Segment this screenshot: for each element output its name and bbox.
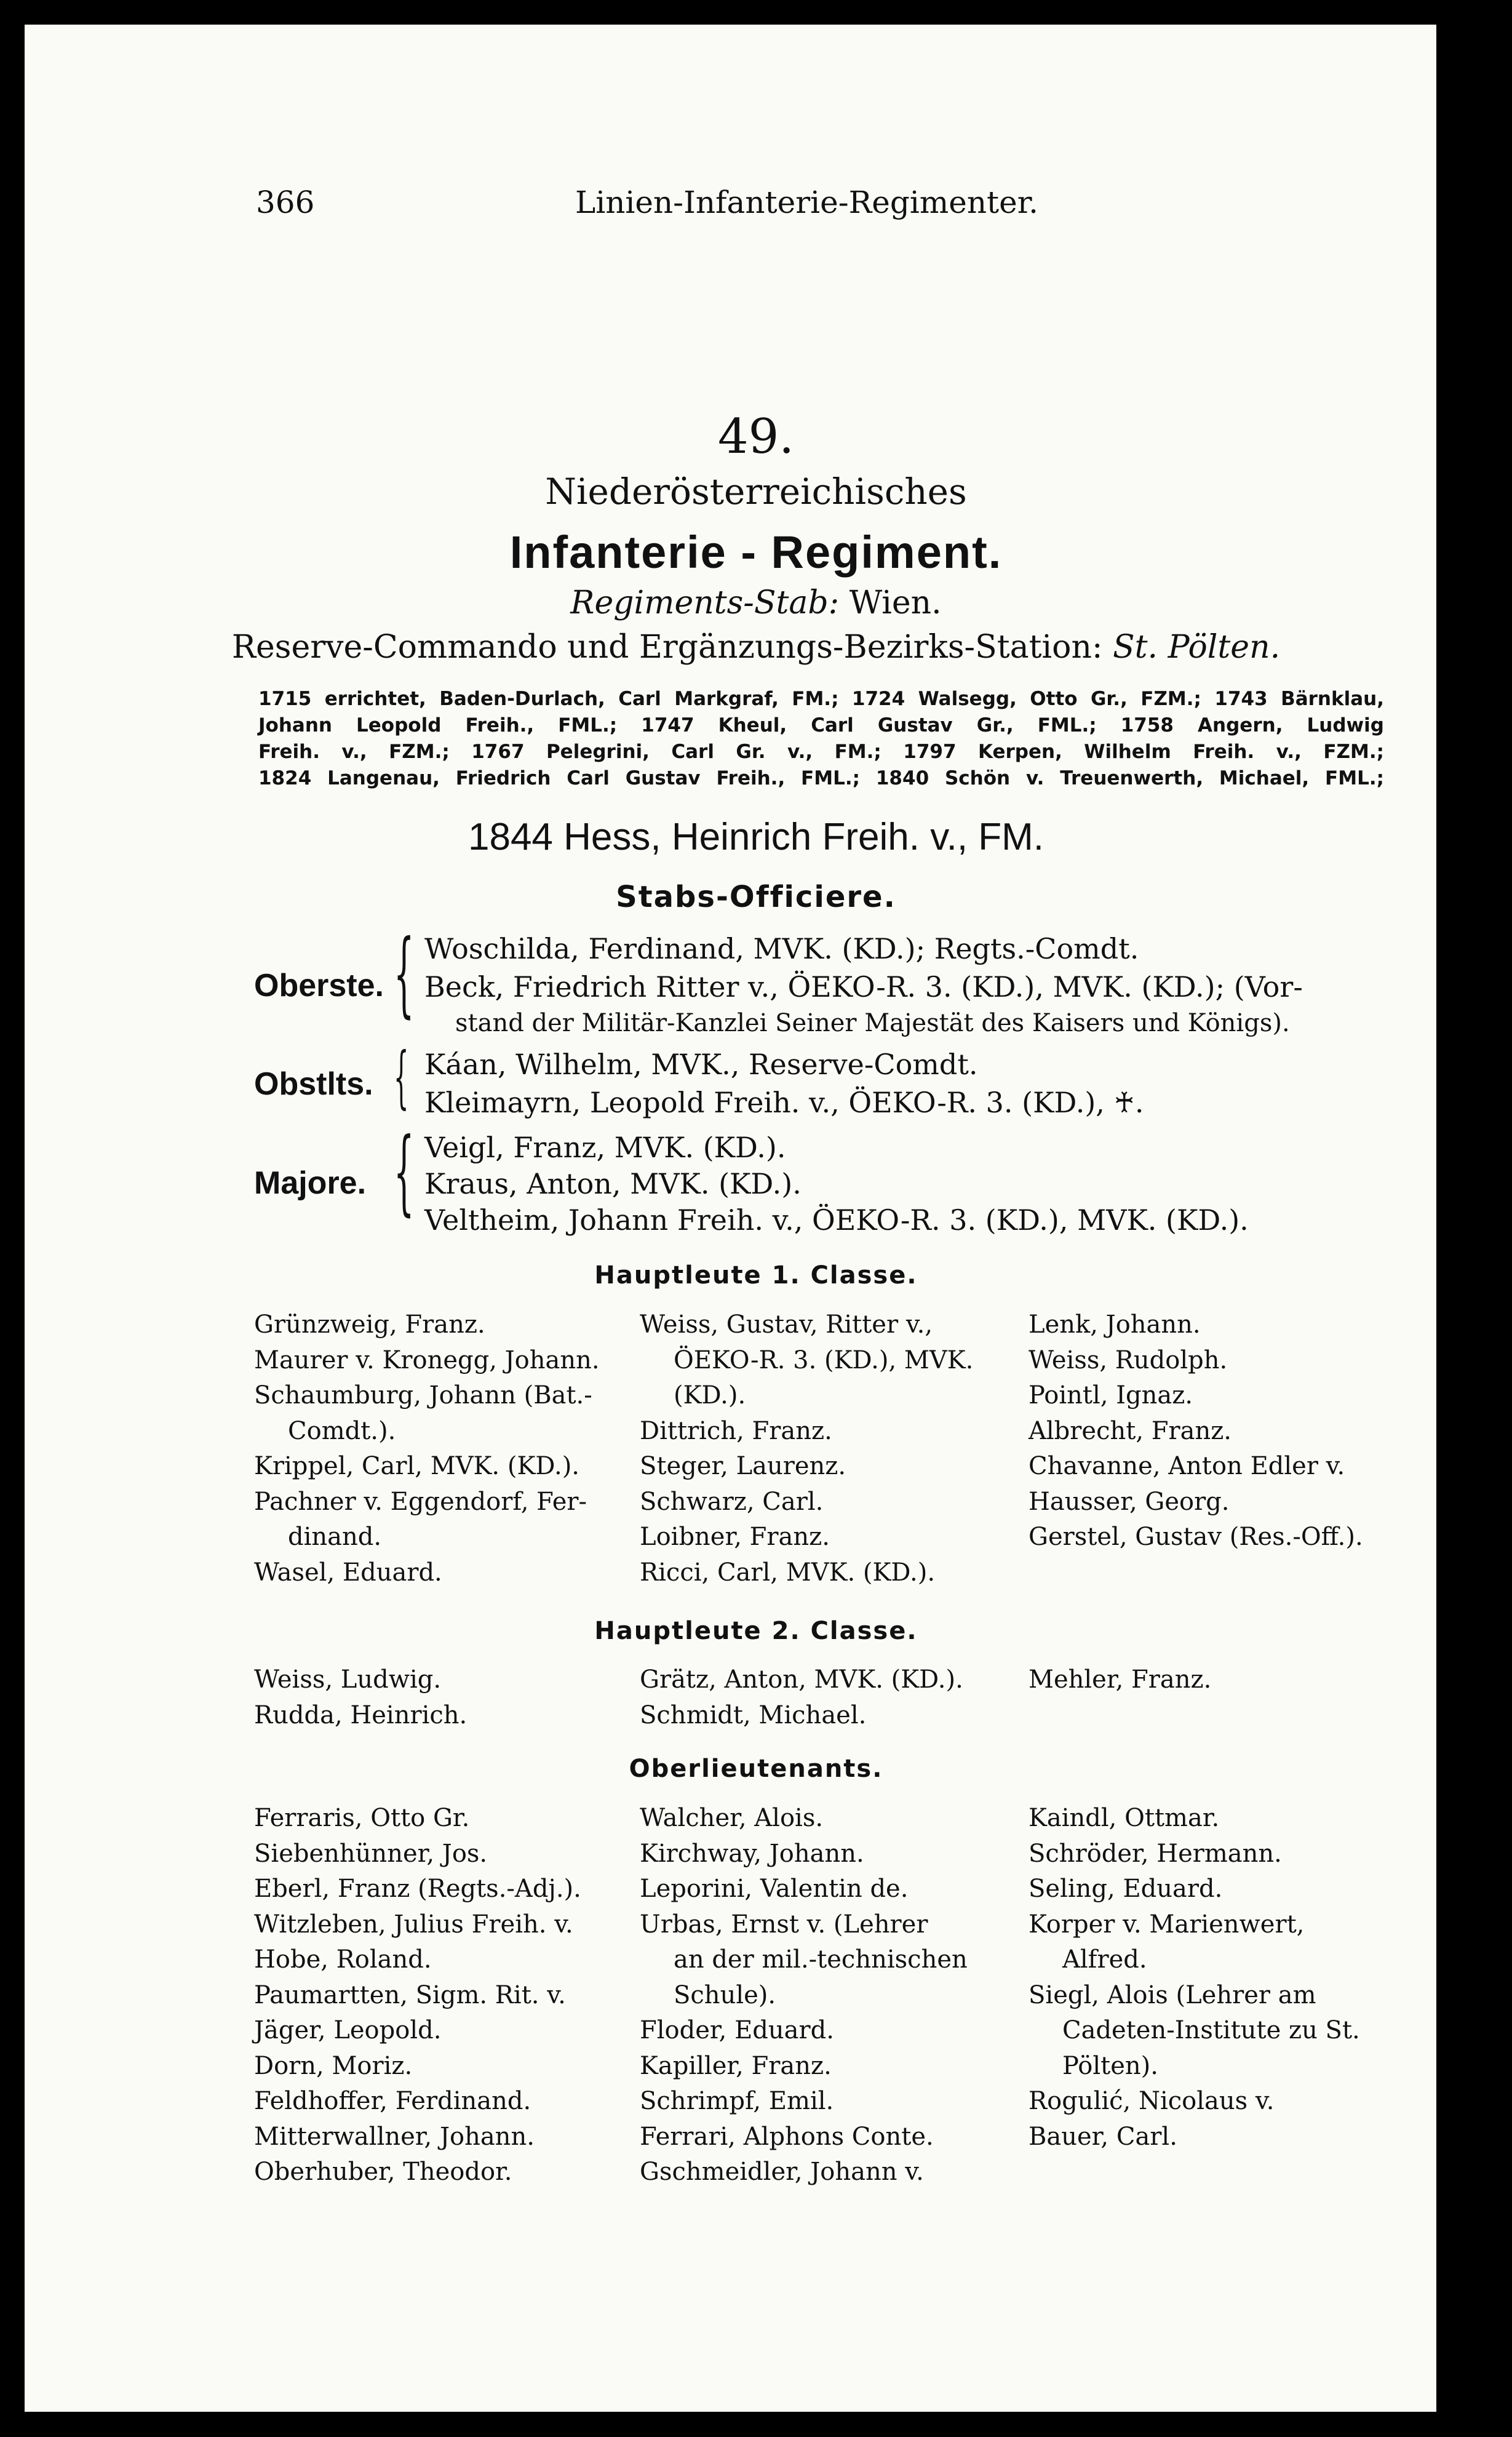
list-item: Steger, Laurenz. xyxy=(640,1452,846,1480)
regiment-title: Infanterie - Regiment. xyxy=(509,527,1003,578)
list-item: Oberhuber, Theodor. xyxy=(254,2158,512,2186)
regiment-name: Niederösterreichisches xyxy=(545,471,967,513)
list-item: Grünzweig, Franz. xyxy=(254,1310,485,1339)
list-item: Siegl, Alois (Lehrer am xyxy=(1029,1980,1316,2009)
officer-entry: Veltheim, Johann Freih. v., ÖEKO-R. 3. (KD.), MVK. (KD.). xyxy=(424,1203,1249,1237)
officer-entry: Woschilda, Ferdinand, MVK. (KD.); Regts.-Comdt. xyxy=(424,932,1139,965)
list-item: Kapiller, Franz. xyxy=(640,2051,832,2080)
list-item: Gerstel, Gustav (Res.-Off.). xyxy=(1029,1523,1363,1551)
list-item: Paumartten, Sigm. Rit. v. xyxy=(254,1980,566,2009)
list-item: Seling, Eduard. xyxy=(1029,1875,1223,1903)
brace: { xyxy=(394,920,415,1027)
history-line: 1824 Langenau, Friedrich Carl Gustav Freih., FML.; 1840 Schön v. Treuenwerth, Michael, FML.; xyxy=(258,767,1384,789)
list-item: Kirchway, Johann. xyxy=(640,1839,864,1868)
list-item: Schmidt, Michael. xyxy=(640,1701,867,1729)
list-item: Mitterwallner, Johann. xyxy=(254,2122,535,2151)
reserve-value: St. Pölten. xyxy=(1113,629,1281,666)
list-item: Maurer v. Kronegg, Johann. xyxy=(254,1346,600,1374)
list-item: Leporini, Valentin de. xyxy=(640,1875,909,1903)
list-item: Albrecht, Franz. xyxy=(1029,1416,1232,1445)
list-item: dinand. xyxy=(288,1523,382,1551)
list-item: Hobe, Roland. xyxy=(254,1945,432,1974)
list-item: Witzleben, Julius Freih. v. xyxy=(254,1910,573,1939)
section-heading-hauptleute-1: Hauptleute 1. Classe. xyxy=(594,1261,918,1290)
officer-entry: Veigl, Franz, MVK. (KD.). xyxy=(424,1131,786,1164)
list-item: Pachner v. Eggendorf, Fer- xyxy=(254,1487,587,1516)
officer-entry: Beck, Friedrich Ritter v., ÖEKO-R. 3. (KD.), MVK. (KD.); (Vor- xyxy=(424,970,1303,1003)
list-item: Schule). xyxy=(674,1980,776,2009)
list-item: Mehler, Franz. xyxy=(1029,1665,1212,1694)
list-item: Bauer, Carl. xyxy=(1029,2122,1177,2151)
list-item: Gschmeidler, Johann v. xyxy=(640,2158,924,2186)
list-item: Schwarz, Carl. xyxy=(640,1487,824,1516)
regiments-stab-line xyxy=(0,584,1512,621)
list-item: Feldhoffer, Ferdinand. xyxy=(254,2087,531,2115)
list-item: Lenk, Johann. xyxy=(1029,1310,1201,1339)
list-item: Siebenhünner, Jos. xyxy=(254,1839,488,1868)
list-item: Jäger, Leopold. xyxy=(254,2016,442,2044)
list-item: Walcher, Alois. xyxy=(640,1804,824,1832)
list-item: Pointl, Ignaz. xyxy=(1029,1381,1193,1410)
list-item: Rogulić, Nicolaus v. xyxy=(1029,2087,1275,2115)
history-line: Johann Leopold Freih., FML.; 1747 Kheul, Carl Gustav Gr., FML.; 1758 Angern, Ludwig xyxy=(258,714,1384,736)
reserve-label: Reserve-Commando und Ergänzungs-Bezirks-Station: xyxy=(231,629,1103,666)
list-item: Wasel, Eduard. xyxy=(254,1558,442,1587)
officer-entry: stand der Militär-Kanzlei Seiner Majestät des Kaisers und Königs). xyxy=(455,1009,1290,1037)
list-item: Urbas, Ernst v. (Lehrer xyxy=(640,1910,928,1939)
list-item: Rudda, Heinrich. xyxy=(254,1701,468,1729)
list-item: Cadeten-Institute zu St. xyxy=(1062,2016,1360,2044)
list-item: Eberl, Franz (Regts.-Adj.). xyxy=(254,1875,581,1903)
brace: { xyxy=(394,1037,409,1116)
history-line: Freih. v., FZM.; 1767 Pelegrini, Carl Gr. v., FM.; 1797 Kerpen, Wilhelm Freih. v., FZM.; xyxy=(258,741,1384,763)
list-item: Grätz, Anton, MVK. (KD.). xyxy=(640,1665,963,1694)
section-heading-oberlieutenants: Oberlieutenants. xyxy=(629,1755,883,1783)
section-heading-stabs-officiere: Stabs-Officiere. xyxy=(616,880,896,914)
list-item: an der mil.-technischen xyxy=(674,1945,968,1974)
regiment-proprietor: 1844 Hess, Heinrich Freih. v., FM. xyxy=(468,816,1044,858)
rank-label-majore: Majore. xyxy=(254,1165,367,1201)
list-item: Comdt.). xyxy=(288,1416,396,1445)
list-item: Alfred. xyxy=(1062,1945,1147,1974)
brace: { xyxy=(394,1119,415,1226)
list-item: Ferraris, Otto Gr. xyxy=(254,1804,470,1832)
section-heading-hauptleute-2: Hauptleute 2. Classe. xyxy=(594,1617,918,1645)
officer-entry: Kleimayrn, Leopold Freih. v., ÖEKO-R. 3. (KD.), ♰. xyxy=(424,1086,1144,1119)
list-item: Schröder, Hermann. xyxy=(1029,1839,1282,1868)
running-title: Linien-Infanterie-Regimenter. xyxy=(575,185,1039,220)
stab-label: Regiments-Stab: xyxy=(570,584,840,621)
list-item: Pölten). xyxy=(1062,2051,1158,2080)
list-item: Dorn, Moriz. xyxy=(254,2051,413,2080)
list-item: ÖEKO-R. 3. (KD.), MVK. xyxy=(674,1346,974,1374)
list-item: Ferrari, Alphons Conte. xyxy=(640,2122,934,2151)
list-item: Schrimpf, Emil. xyxy=(640,2087,834,2115)
list-item: Loibner, Franz. xyxy=(640,1523,830,1551)
rank-label-obstlts: Obstlts. xyxy=(254,1066,373,1102)
rank-label-oberste: Oberste. xyxy=(254,968,384,1003)
list-item: (KD.). xyxy=(674,1381,746,1410)
list-item: Weiss, Rudolph. xyxy=(1029,1346,1228,1374)
list-item: Weiss, Gustav, Ritter v., xyxy=(640,1310,933,1339)
stab-value: Wien. xyxy=(849,584,942,621)
list-item: Krippel, Carl, MVK. (KD.). xyxy=(254,1452,580,1480)
officer-entry: Káan, Wilhelm, MVK., Reserve-Comdt. xyxy=(424,1048,978,1081)
list-item: Schaumburg, Johann (Bat.- xyxy=(254,1381,592,1410)
list-item: Weiss, Ludwig. xyxy=(254,1665,442,1694)
list-item: Dittrich, Franz. xyxy=(640,1416,832,1445)
list-item: Floder, Eduard. xyxy=(640,2016,834,2044)
list-item: Chavanne, Anton Edler v. xyxy=(1029,1452,1345,1480)
list-item: Ricci, Carl, MVK. (KD.). xyxy=(640,1558,936,1587)
reserve-station-line xyxy=(0,629,1512,666)
regiment-history xyxy=(258,686,1384,792)
history-line: 1715 errichtet, Baden-Durlach, Carl Markgraf, FM.; 1724 Walsegg, Otto Gr., FZM.; 1743 Bärnklau, xyxy=(258,688,1384,710)
list-item: Korper v. Marienwert, xyxy=(1029,1910,1305,1939)
page-number: 366 xyxy=(256,185,315,220)
officer-entry: Kraus, Anton, MVK. (KD.). xyxy=(424,1167,802,1200)
regiment-number: 49. xyxy=(717,409,795,465)
list-item: Kaindl, Ottmar. xyxy=(1029,1804,1220,1832)
list-item: Hausser, Georg. xyxy=(1029,1487,1230,1516)
